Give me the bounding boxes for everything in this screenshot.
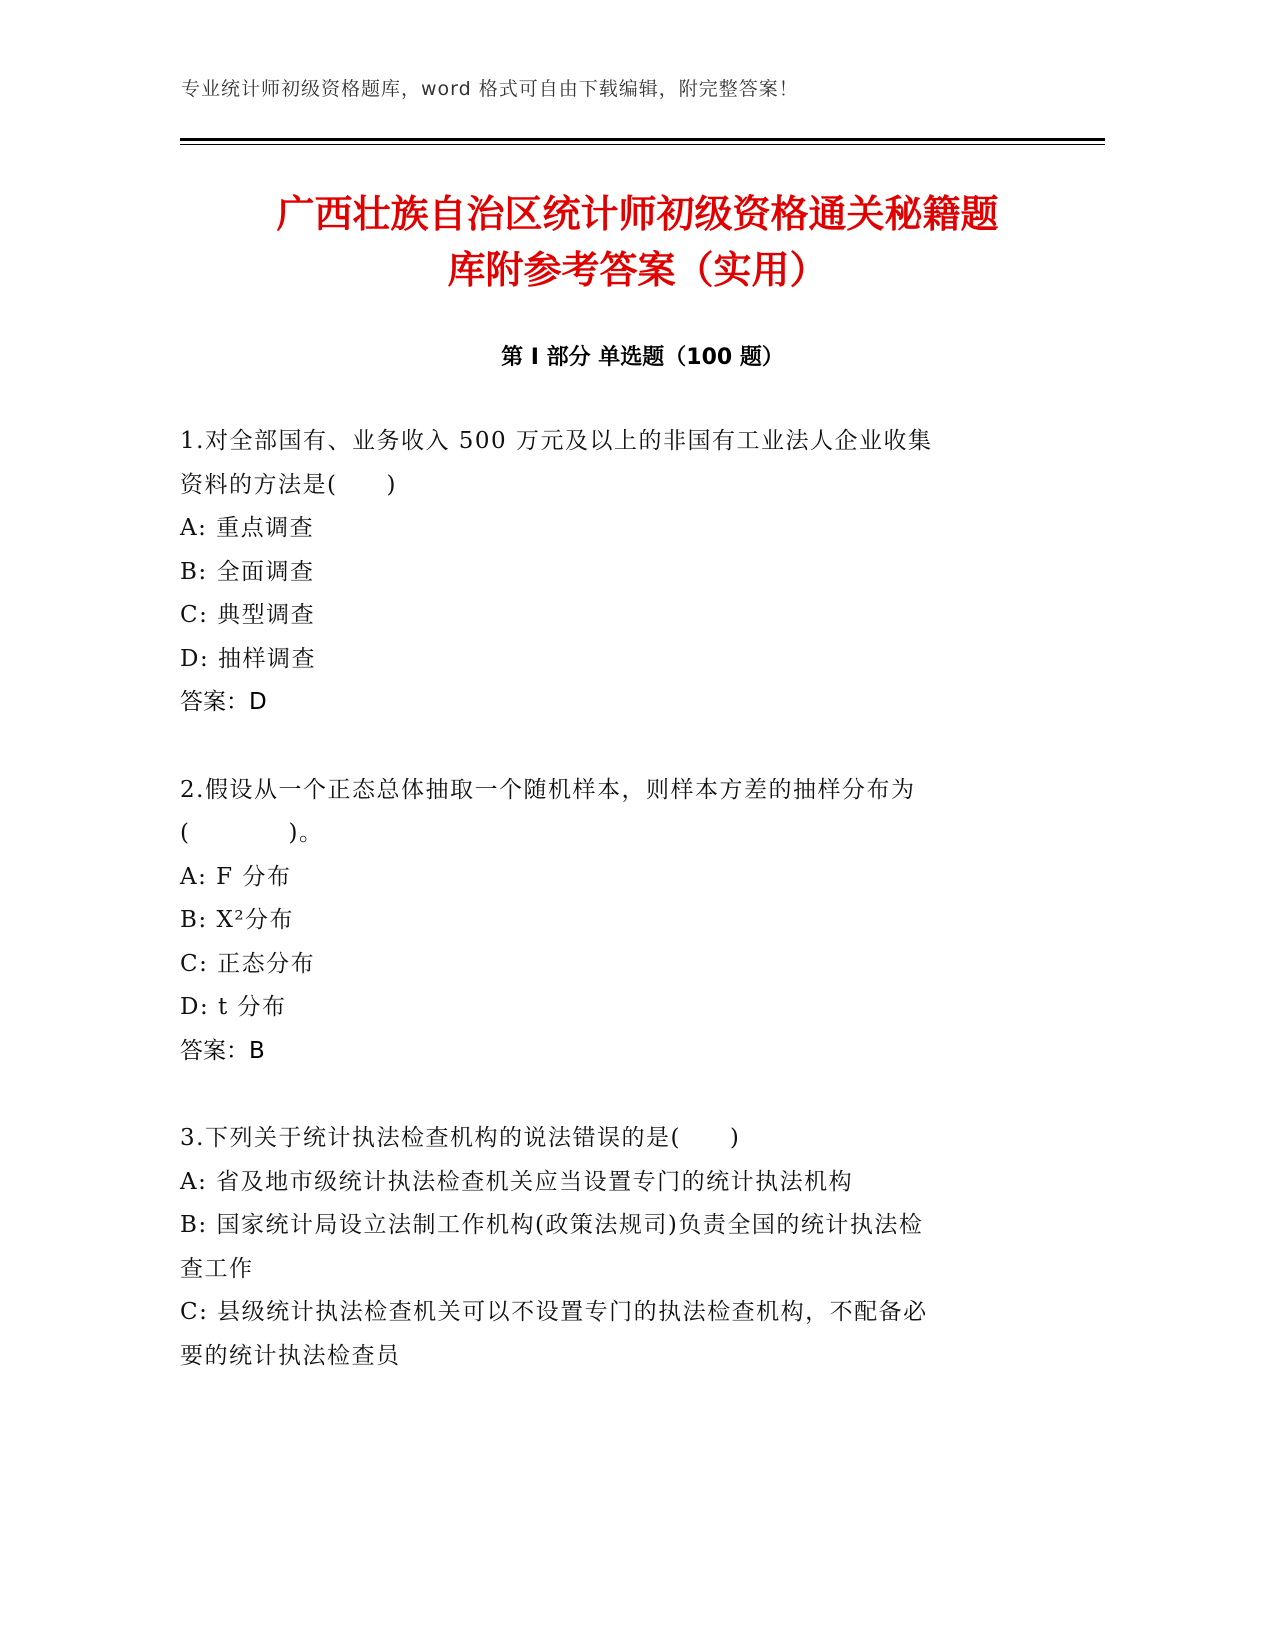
option-b: B: 全面调查: [180, 558, 315, 585]
option-c: C: 县级统计执法检查机关可以不设置专门的执法检查机构，不配备必: [180, 1299, 928, 1325]
document-title: [150, 186, 1125, 298]
option-a: A: 省及地市级统计执法检查机关应当设置专门的统计执法机构: [180, 1168, 854, 1195]
header-rule-thick: [180, 138, 1105, 141]
question-stem: ( )。: [180, 820, 324, 846]
title-line-2: 库附参考答案（实用）: [447, 248, 828, 292]
question-list: [180, 420, 1030, 1422]
option-b: B: 国家统计局设立法制工作机构(政策法规司)负责全国的统计执法检: [180, 1212, 924, 1238]
question-stem: 资料的方法是( ): [180, 471, 397, 498]
title-line-1: 广西壮族自治区统计师初级资格通关秘籍题: [276, 192, 999, 236]
option-b-continued: 查工作: [180, 1255, 254, 1282]
question-stem: 3.下列关于统计执法检查机构的说法错误的是( ): [180, 1125, 741, 1151]
header-rule-thin: [180, 144, 1105, 145]
option-a: A: F 分布: [180, 863, 292, 890]
option-c: C: 典型调查: [180, 602, 316, 628]
option-b: B: X²分布: [180, 907, 295, 933]
option-a: A: 重点调查: [180, 515, 315, 541]
header-note: 专业统计师初级资格题库，word 格式可自由下载编辑，附完整答案！: [181, 78, 799, 100]
question-stem: 1.对全部国有、业务收入 500 万元及以上的非国有工业法人企业收集: [180, 428, 933, 454]
question-3: [180, 1117, 1030, 1378]
option-d: D: t 分布: [180, 994, 287, 1020]
section-title: 第 I 部分 单选题（100 题）: [501, 345, 784, 370]
answer-line: 答案：D: [180, 689, 267, 715]
question-stem: 2.假设从一个正态总体抽取一个随机样本，则样本方差的抽样分布为: [180, 776, 916, 803]
option-c: C: 正态分布: [180, 950, 316, 977]
option-c-continued: 要的统计执法检查员: [180, 1342, 401, 1369]
question-2: [180, 769, 1030, 1074]
question-1: [180, 420, 1030, 725]
option-d: D: 抽样调查: [180, 645, 317, 672]
answer-line: 答案：B: [180, 1037, 265, 1064]
